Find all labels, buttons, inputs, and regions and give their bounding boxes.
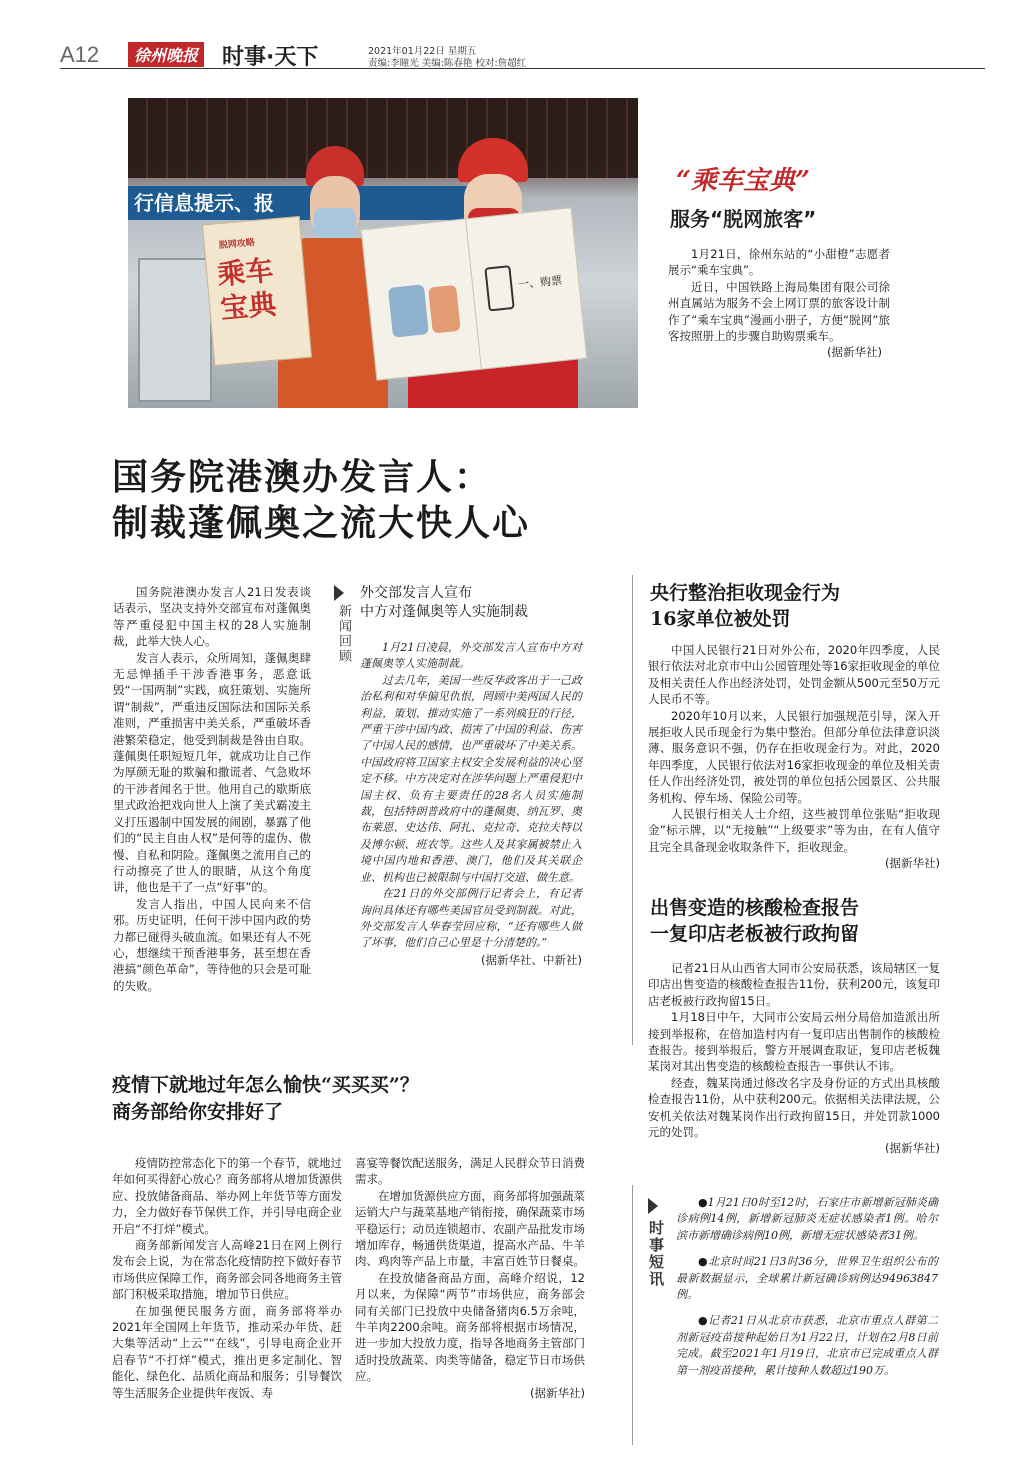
shopping-paragraph: 在投放储备商品方面，高峰介绍说，12月以来，为保障“两节”市场供应，商务部会同有关部门已投放中央储备猪肉6.5万余吨，牛羊肉2200余吨。商务部将根据市场情况，进一步加大投放力度，指导各地商务主管部门适时投放蔬菜、肉类等储备，稳定节日市场供应。: [355, 1270, 585, 1384]
related-news-tag: 新闻回顾: [336, 604, 351, 664]
shopping-paragraph: 在加强便民服务方面，商务部将举办2021年全国网上年货节，推动采办年货、赶大集等活动“上云”“在线”，引导电商企业开启春节“不打烊”模式，推出更多定制化、智能化、绿色化、品质化商品和服务；引导餐饮等生活服务企业提供年夜饭、寿: [112, 1303, 342, 1400]
related-source: (据新华社、中新社): [481, 952, 582, 967]
shopping-headline: 疫情下就地过年怎么愉快“买买买”？ 商务部给你安排好了: [112, 1074, 419, 1123]
shopping-paragraph: 疫情防控常态化下的第一个春节，就地过年如何买得舒心放心？商务部将从增加货源供应、投放储备商品、举办网上年货节等方面发力，全力做好春节保供工作，并引导电商企业开启“不打烊”模式。: [112, 1156, 342, 1236]
caption-paragraph: 近日，中国铁路上海局集团有限公司徐州直属站为服务不会上网订票的旅客设计制作了“乘车宝典”漫画小册子，方便“脱网”旅客按照册上的步骤自助购票乘车。: [668, 279, 890, 344]
related-paragraph: 1月21日凌晨，外交部发言人宣布中方对蓬佩奥等人实施制裁。: [360, 641, 582, 671]
brief-item: ●1月21日0时至12时，石家庄市新增新冠肺炎确诊病例14例，新增新冠肺炎无症状感染者1例。哈尔滨市新增确诊病例10例，新增无症状感染者31例。: [676, 1196, 938, 1242]
caption-subtitle: 服务“脱网旅客”: [670, 207, 817, 231]
caption-paragraph: 1月21日，徐州东站的“小甜橙”志愿者展示“乘车宝典”。: [668, 247, 890, 278]
related-paragraph: 在21日的外交部例行记者会上，有记者询问具体还有哪些美国官员受到制裁。对此，外交部发言人华春莹回应称，“还有哪些人做了坏事，他们自己心里是十分清楚的。”: [360, 887, 582, 950]
photo-caption: [660, 160, 900, 232]
main-headline-line1: 国务院港澳办发言人：: [112, 457, 493, 498]
caption-title: “乘车宝典”: [676, 166, 810, 196]
briefs-rule: [632, 1185, 633, 1445]
shopping-paragraph: 在增加货源供应方面，商务部将加强蔬菜运销大户与蔬菜基地产销衔接，确保蔬菜市场平稳运行；动员连锁超市、农副产品批发市场增加库存，畅通供货渠道，提高水产品、牛羊肉、鸡肉等产品上市量，丰富百姓节日餐桌。: [355, 1188, 585, 1269]
page-header: [60, 40, 985, 69]
right-column-rule: [632, 575, 633, 1045]
caption-source: (据新华社): [827, 345, 882, 360]
brief-item: ●记者21日从北京市获悉，北京市重点人群第二剂新冠疫苗接种起始日为1月22日，计划在2月8日前完成。截至2021年1月19日，北京市已完成重点人群第一剂疫苗接种，累计接种人数超过190万。: [676, 1314, 938, 1377]
main-paragraph: 发言人表示，众所周知，蓬佩奥肆无忌惮插手干涉香港事务，恶意诋毁“一国两制”实践，疯狂策划、实施所谓“制裁”，严重违反国际法和国际关系准则，严重损害中美关系，严重破坏香港繁荣稳定，他受到制裁是咎由自取。蓬佩奥任职短短几年，就成功让自己作为厚颜无耻的欺骗和撒谎者、气急败坏的干涉者闻名于世。他用自己的歇斯底里式政治把戏向世人上演了美式霸凌主义打压遏制中国发展的闹剧，暴露了他们的“民主自由人权”是何等的虚伪、傲慢、自私和阴险。蓬佩奥之流用自己的行动擦亮了世人的眼睛，从这个角度讲，他也是干了一点“好事”的。: [113, 650, 311, 895]
briefs-arrow-icon: [648, 1198, 658, 1214]
related-news-title: 外交部发言人宣布 中方对蓬佩奥等人实施制裁: [360, 585, 528, 620]
shopping-body-col2: [355, 1155, 585, 1401]
report-body: [648, 960, 940, 1156]
briefs-list: [676, 1195, 938, 1379]
caption-text: [668, 246, 890, 360]
related-paragraph: 过去几年，美国一些反华政客出于一己政治私利和对华偏见仇恨，罔顾中美两国人民的利益，策划、推动实施了一系列疯狂的行径，严重干涉中国内政、损害了中国的利益、伤害了中国人民的感情，也严重破坏了中美关系。中国政府将卫国家主权安全发展利益的决心坚定不移。中方决定对在涉华问题上严重侵犯中国主权、负有主要责任的28名人员实施制裁，包括特朗普政府中的蓬佩奥、纳瓦罗、奥布莱恩、史达伟、阿扎、克拉奇、克拉夫特以及博尔顿、班农等。这些人及其家属被禁止入境中国内地和香港、澳门，他们及其关联企业、机构也已被限制与中国打交道、做生意。: [360, 673, 582, 884]
shopping-body-col1: [112, 1155, 342, 1401]
cash-body: [648, 642, 940, 871]
ticket-kiosk: [138, 258, 212, 402]
report-source: (据新华社): [885, 1141, 940, 1156]
section-title: 时事·天下: [222, 45, 319, 70]
brief-item: ●北京时间21日3时36分，世界卫生组织公布的最新数据显示，全球累计新冠确诊病例达94963847例。: [676, 1255, 938, 1302]
shopping-paragraph: 喜宴等餐饮配送服务，满足人民群众节日消费需求。: [355, 1156, 585, 1187]
booklet-open: 一、购票: [361, 207, 588, 380]
report-paragraph: 经查，魏某岗通过修改名字及身份证的方式出具核酸检查报告11份，从中获利200元。依据相关法律法规，公安机关依法对魏某岗作出行政拘留15日，并处罚款1000元的处罚。: [648, 1075, 940, 1140]
cash-paragraph: 2020年10月以来，人民银行加强规范引导，深入开展拒收人民币现金行为集中整治。但部分单位法律意识淡薄、服务意识不强，仍存在拒收现金行为。对此，2020年四季度，人民银行依法对16家拒收现金的单位及相关责任人作出经济处罚，被处罚的单位包括公园景区、公共服务机构、停车场、保险公司等。: [648, 708, 940, 805]
issue-date: 2021年01月22日 星期五: [368, 46, 477, 57]
report-headline: 出售变造的核酸检查报告 一复印店老板被行政拘留: [650, 897, 860, 945]
paper-logo: 徐州晚报: [128, 42, 204, 67]
report-paragraph: 记者21日从山西省大同市公安局获悉，该局辖区一复印店出售变造的核酸检查报告11份，获利200元，该复印店老板被行政拘留15日。: [648, 961, 940, 1008]
main-headline-line2: 制裁蓬佩奥之流大快人心: [112, 503, 531, 544]
related-news-body: [360, 640, 582, 968]
news-photo: [128, 98, 638, 408]
info-sign: 行信息提示、报: [128, 186, 488, 220]
shopping-paragraph: 商务部新闻发言人高峰21日在网上例行发布会上说，为在常态化疫情防控下做好春节市场供应保障工作，商务部会同各地商务主管部门积极采取措施，增加节日供应。: [112, 1238, 342, 1302]
main-headline: [112, 455, 712, 547]
cash-source: (据新华社): [885, 856, 940, 871]
main-story-body: [113, 584, 311, 994]
page-number: A12: [60, 42, 100, 67]
cash-headline: 央行整治拒收现金行为 16家单位被处罚: [650, 582, 841, 630]
main-paragraph: 国务院港澳办发言人21日发表谈话表示，坚决支持外交部宣布对蓬佩奥等严重侵犯中国主权的28人实施制裁，此举大快人心。: [113, 585, 311, 649]
report-paragraph: 1月18日中午，大同市公安局云州分局倍加造派出所接到举报称，在倍加造村内有一复印店出售制作的核酸检查报告。接到举报后，警方开展调查取证，复印店老板魏某岗对其出售变造的核酸检查报告一事供认不讳。: [648, 1010, 940, 1074]
editors-line: 责编:李瞳光 美编:陈春艳 校对:詹超红: [368, 58, 527, 69]
shopping-source: (据新华社): [530, 1385, 585, 1400]
main-paragraph: 发言人指出，中国人民向来不信邪。历史证明，任何干涉中国内政的势力都已碰得头破血流。如果还有人不死心，想继续干预香港事务，甚至想在香港搞“颜色革命”，等待他的只会是可耻的失败。: [113, 896, 311, 993]
booklet-cover: 脱网攻略 乘车宝典: [202, 216, 312, 366]
related-news-arrow-icon: [334, 585, 344, 601]
cash-paragraph: 人民银行相关人士介绍，这些被罚单位张贴“拒收现金”标示牌，以“无接触”“上级要求”等为由，在有人值守且完全具备现金收取条件下，拒收现金。: [648, 807, 940, 854]
cash-paragraph: 中国人民银行21日对外公布，2020年四季度，人民银行依法对北京市中山公园管理处等16家拒收现金的单位及相关责任人作出经济处罚，处罚金额从500元至50万元人民币不等。: [648, 643, 940, 707]
briefs-tag: 时事短讯: [647, 1220, 665, 1288]
